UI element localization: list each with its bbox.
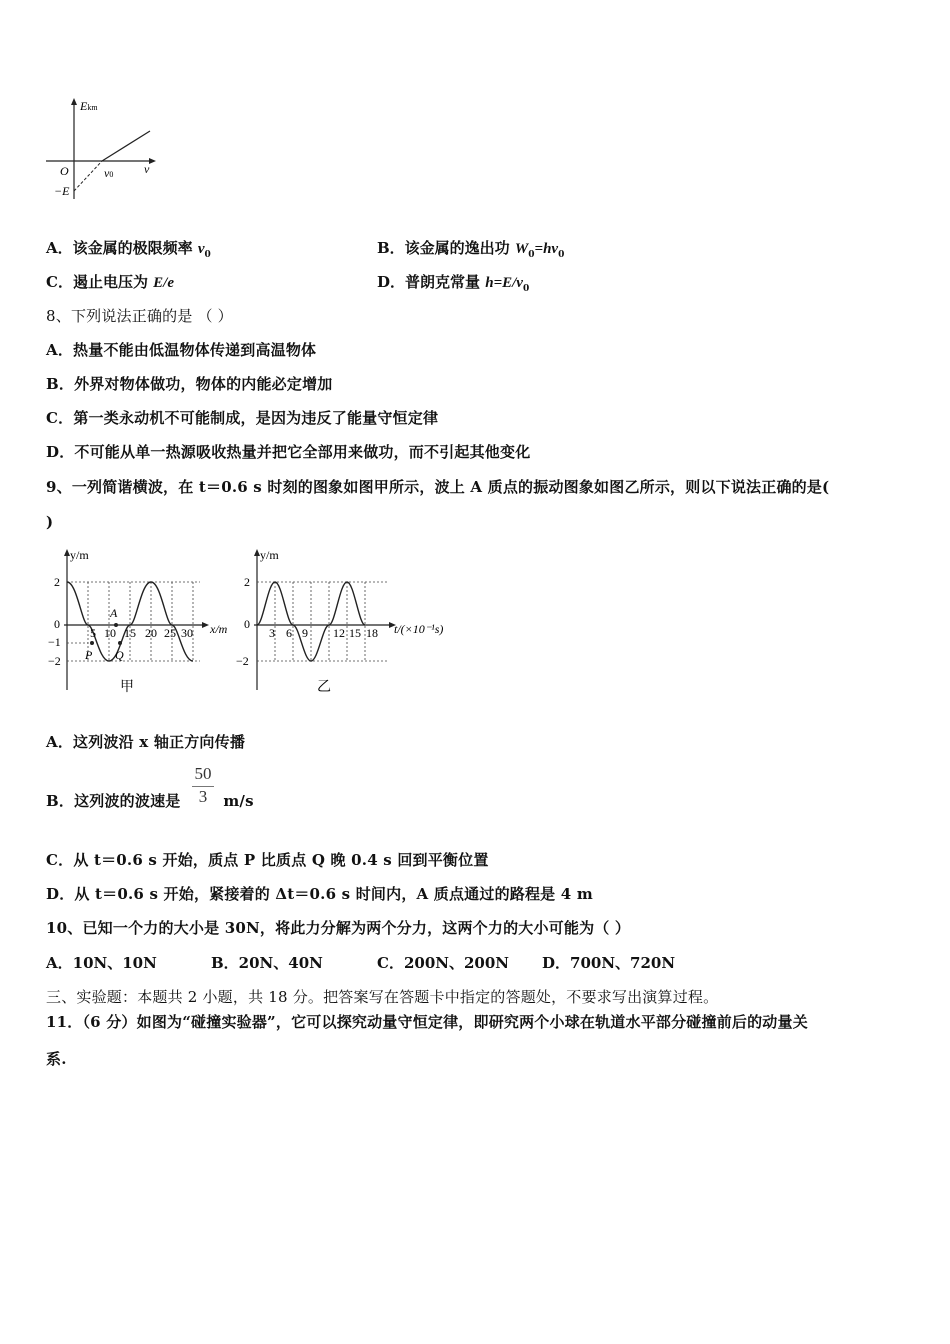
q8-option-a: A．热量不能由低温物体传递到高温物体 [46, 341, 317, 359]
wave-graph-jia [40, 545, 240, 700]
yi-ytick-neg2: −2 [236, 654, 249, 668]
jia-xtick-25: 25 [164, 626, 176, 640]
jia-xtick-30: 30 [181, 626, 193, 640]
jia-ytick-2: 2 [54, 575, 60, 589]
yi-y-label: y/m [260, 548, 279, 562]
q10-option-a: A．10N、10N [46, 954, 157, 972]
yi-xtick-15: 15 [349, 626, 361, 640]
section-3-heading: 三、实验题：本题共 2 小题，共 18 分。把答案写在答题卡中指定的答题处，不要求写出演算过程。 [46, 988, 719, 1006]
ekm-vs-frequency-graph [40, 95, 160, 205]
q7-option-c: C．遏止电压为 E/e [46, 273, 175, 291]
jia-x-label: x/m [210, 622, 228, 636]
jia-xtick-20: 20 [145, 626, 157, 640]
jia-xtick-15: 15 [124, 626, 136, 640]
yi-x-label: t/(×10⁻¹s) [394, 622, 444, 636]
yi-xtick-3: 3 [269, 626, 275, 640]
jia-ytick-neg1: −1 [48, 635, 61, 649]
jia-point-q: Q [115, 648, 124, 662]
jia-point-a: A [110, 606, 118, 620]
wave-graph-yi [232, 545, 462, 700]
yi-xtick-9: 9 [302, 626, 308, 640]
q9-stem-line1: 9、一列简谐横波，在 t＝0.6 s 时刻的图象如图甲所示，波上 A 质点的振动图象如图乙所示，则以下说法正确的是( [46, 478, 830, 496]
jia-ytick-neg2: −2 [48, 654, 61, 668]
q8-stem: 8、下列说法正确的是 （ ） [46, 307, 233, 325]
jia-xtick-5: 5 [90, 626, 96, 640]
q11-line1: 11．（6 分）如图为“碰撞实验器”，它可以探究动量守恒定律，即研究两个小球在轨道水平部分碰撞前后的动量关 [46, 1013, 808, 1031]
origin-label: O [60, 164, 69, 178]
q10-option-d: D．700N、720N [542, 954, 676, 972]
jia-caption: 甲 [120, 680, 134, 695]
q7-option-d: D．普朗克常量 $h=E/v_0$ [377, 273, 530, 294]
q10-stem: 10、已知一个力的大小是 30N，将此力分解为两个分力，这两个力的大小可能为（ ） [46, 919, 631, 937]
q9-stem-line2: ) [46, 513, 54, 531]
yi-xtick-6: 6 [286, 626, 292, 640]
jia-y-label: y/m [70, 548, 89, 562]
yi-xtick-18: 18 [366, 626, 378, 640]
ekm-axis-label: Ekm [80, 99, 98, 113]
neg-e-label: −E [54, 184, 70, 198]
q11-line2: 系. [46, 1050, 67, 1068]
q8-option-b: B．外界对物体做功，物体的内能必定增加 [46, 375, 333, 393]
q7-option-b: B．该金属的逸出功 $W_0=hv_0$ [377, 239, 565, 260]
q8-option-c: C．第一类永动机不可能制成，是因为违反了能量守恒定律 [46, 409, 439, 427]
yi-ytick-0: 0 [244, 617, 250, 631]
q10-option-c: C．200N、200N [377, 954, 509, 972]
v0-label: v0 [104, 166, 114, 180]
q10-option-b: B．20N、40N [211, 954, 323, 972]
jia-ytick-0: 0 [54, 617, 60, 631]
q9-option-a: A．这列波沿 x 轴正方向传播 [46, 733, 246, 751]
jia-point-p: P [85, 648, 93, 662]
yi-xtick-12: 12 [333, 626, 345, 640]
q7-option-a: A．该金属的极限频率 $v_0$ [46, 239, 211, 260]
jia-xtick-10: 10 [104, 626, 116, 640]
v-axis-label: v [144, 162, 150, 176]
yi-ytick-2: 2 [244, 575, 250, 589]
q9-option-b: B．这列波的波速是 m/s [46, 792, 254, 810]
q9-option-c: C．从 t＝0.6 s 开始，质点 P 比质点 Q 晚 0.4 s 回到平衡位置 [46, 851, 489, 869]
q8-option-d: D．不可能从单一热源吸收热量并把它全部用来做功，而不引起其他变化 [46, 443, 531, 461]
q9-option-d: D．从 t＝0.6 s 开始，紧接着的 Δt＝0.6 s 时间内，A 质点通过的路程是 4 m [46, 885, 593, 903]
yi-caption: 乙 [317, 680, 331, 695]
wave-speed-fraction: 50 3 [190, 764, 216, 807]
